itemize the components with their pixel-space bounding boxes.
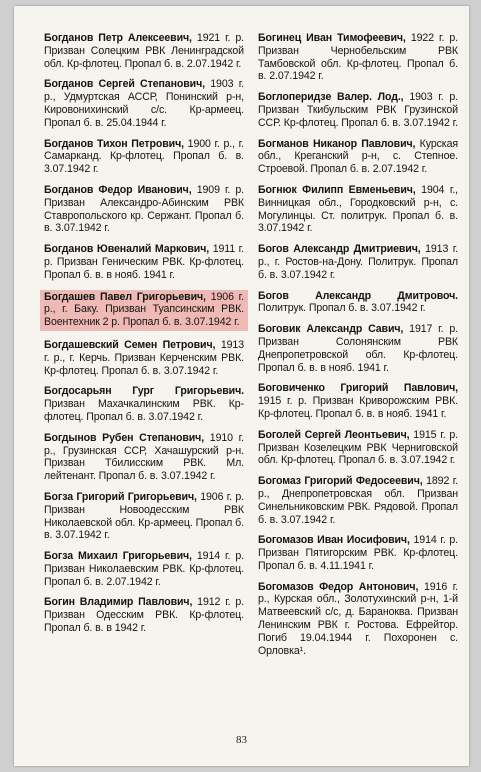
entry-name: Богза Михаил Григорьевич, [44, 550, 192, 563]
entry-bogomazov-ivan [258, 534, 458, 572]
entry-text: 1911 г. р. Призван Геническим РВК. Кр-флотец. Пропал б. в. в нояб. 1941 г. [44, 243, 244, 281]
entry-text: 1913 г. р., г. Ростов-на-Дону. Политрук. Пропал б. в. 3.07.1942 г. [258, 243, 459, 281]
entry-bogomaz-grigoriy [258, 475, 458, 526]
entry-bogloperidze-valer [258, 91, 458, 129]
entry-name: Богинец Иван Тимофеевич, [258, 32, 406, 44]
entry-name: Боглоперидзе Валер. Лод., [258, 91, 404, 104]
entry-name: Богдосарьян Гург Григорьевич. [44, 385, 244, 398]
entry-bogdanov-sergey [44, 78, 244, 129]
entry-name: Богов Александр Дмитриевич, [258, 243, 421, 256]
entry-bogza-grigoriy [44, 491, 244, 542]
entry-bogomazov-fedor [258, 581, 458, 658]
left-column [44, 32, 244, 643]
entry-bogdanov-petr [44, 32, 244, 70]
entry-name: Боговиченко Григорий Павлович, [258, 382, 458, 395]
entry-text: 1906 г. р., г. Баку. Призван Туапсинским РВК. Воентехник 2 р. Пропал б. в. 3.07.1942 г. [44, 290, 244, 329]
entry-bogin-vladimir [44, 596, 244, 634]
entry-bogdosaryan-gurg [44, 385, 244, 423]
entry-bogmanov-nikanor [258, 138, 458, 176]
entry-bogdanov-tikhon [44, 138, 244, 176]
entry-name: Богин Владимир Павлович, [44, 596, 193, 609]
entry-text: 1914 г. р. Призван Пятигорским РВК. Кр-флотец. Пропал б. в. 4.11.1941 г. [258, 534, 458, 572]
entry-name: Боголей Сергей Леонтьевич, [258, 428, 410, 441]
entry-text: Курская обл., Креганский р-н, с. Степное. Строевой. Пропал б. в. 2.07.1942 г. [258, 137, 459, 176]
entry-text: 1917 г. р. Призван Солонянским РВК Днепропетровской обл. Кр-флотец. Пропал б. в. в нояб. 1941 г. [258, 323, 458, 374]
entry-bogov-aleksandr-1 [258, 243, 458, 281]
entry-bogovik-aleksandr [258, 323, 458, 374]
entry-name: Богдынов Рубен Степанович, [44, 431, 205, 444]
entry-text: 1910 г. р., Грузинская ССР, Хачашурский р-н. Призван Тбилисским РВК. Мл. лейтенант. Пропал б. в. 3.07.1942 г. [44, 431, 244, 483]
entry-name: Богдашевский Семен Петрович, [44, 338, 216, 351]
entry-name: Боговик Александр Савич, [258, 323, 404, 336]
entry-text: 1912 г. р. Призван Одесским РВК. Кр-флотец. Пропал б. в. в 1942 г. [44, 596, 244, 635]
entry-text: Политрук. Пропал б. в. 3.07.1942 г. [258, 302, 426, 315]
entry-name: Богданов Петр Алексеевич, [44, 32, 192, 44]
entry-name: Богомазов Иван Иосифович, [258, 534, 410, 547]
entry-name: Богов Александр Дмитровоч. [258, 289, 458, 302]
entry-text: 1904 г., Винницкая обл., Городковский р-н, с. Могулинцы. Ст. политрук. Пропал б. в. 3.07.1942 г. [258, 183, 459, 235]
entry-name: Богомаз Григорий Федосеевич, [258, 475, 423, 488]
entry-text: 1900 г. р., г. Самарканд. Кр-флотец. Пропал б. в. 3.07.1942 г. [44, 137, 244, 176]
entry-name: Богомазов Федор Антонович, [258, 580, 419, 593]
entry-bogdashev-pavel-highlighted [40, 290, 248, 331]
page-number: 83 [236, 734, 247, 746]
right-column [258, 32, 458, 665]
entry-text: 1903 г. р. Призван Ткибульским РВК Грузинской ССР. Кр-флотец. Пропал б. в. 3.07.1942 г. [258, 91, 458, 129]
entry-name: Богданов Ювеналий Маркович, [44, 243, 210, 256]
book-page [14, 6, 469, 766]
entry-text: Призван Махачкалинским РВК. Кр-флотец. Пропал б. в. 3.07.1942 г. [44, 398, 244, 423]
entry-bogov-aleksandr-2 [258, 290, 458, 316]
entry-text: 1903 г. р., Удмуртская АССР, Понинский р-н, Кировонихинский с/с. Кр-армеец. Пропал б. в. 25.04.1944 г. [44, 78, 245, 129]
entry-name: Богдашев Павел Григорьевич, [44, 290, 206, 303]
entry-text: 1922 г. р. Призван Чернобельским РВК Тамбовской обл. Кр-флотец. Пропал б. в. 2.07.1942 г. [258, 32, 459, 83]
entry-text: 1916 г. р., Курская обл., Золотухинский р-н, 1-й Матвеевский с/с, д. Бараноква. Призван Ленинским РВК г. Ростова. Ефрейтор. Погиб 19.04.1944 г. Похоронен с. Орловка¹. [258, 580, 459, 657]
entry-bogdanov-fedor [44, 184, 244, 235]
entry-text: 1909 г. р. Призван Александро-Абинским РВК Ставропольского кр. Сержант. Пропал б. в. 3.07.1942 г. [44, 183, 245, 235]
entry-name: Богманов Никанор Павлович, [258, 137, 416, 150]
entry-text: 1913 г. р., г. Керчь. Призван Керченским РВК. Кр-флотец. Пропал б. в. 3.07.1942 г. [44, 338, 245, 377]
entry-name: Богза Григорий Григорьевич, [44, 490, 197, 503]
entry-text: 1915 г. р. Призван Криворожским РВК. Кр-флотец. Пропал б. в. в нояб. 1941 г. [258, 395, 458, 420]
entry-text: 1914 г. р. Призван Николаевским РВК. Кр-флотец. Пропал б. в. 2.07.1942 г. [44, 550, 244, 588]
entry-bogdynov-ruben [44, 432, 244, 483]
entry-bogovichenko-grigoriy [258, 382, 458, 420]
entry-bogza-mikhail [44, 550, 244, 588]
entry-name: Богнюк Филипп Евменьевич, [258, 183, 416, 196]
entry-text: 1906 г. р. Призван Новоодесским РВК Николаевской обл. Кр-армеец. Пропал б. в. 3.07.1942 г. [44, 490, 244, 542]
entry-boginets-ivan [258, 32, 458, 83]
entry-text: 1921 г. р. Призван Солецким РВК Ленинградской обл. Кр-флотец. Пропал б. в. 2.07.1942 г. [44, 32, 245, 70]
entry-name: Богданов Тихон Петрович, [44, 137, 184, 150]
entry-name: Богданов Сергей Степанович, [44, 78, 205, 91]
entry-bognyuk-filipp [258, 184, 458, 235]
entry-text: 1915 г. р. Призван Козелецким РВК Черниговской обл. Кр-флотец. Пропал б. в. 3.07.1942 г. [258, 428, 458, 467]
entry-bogdashevskiy-semen [44, 339, 244, 377]
entry-name: Богданов Федор Иванович, [44, 183, 192, 196]
entry-bogoley-sergey [258, 429, 458, 467]
entry-text: 1892 г. р., Днепропетровская обл. Призван Синельниковским РВК. Рядовой. Пропал б. в. 3.07.1942 г. [258, 475, 459, 526]
entry-bogdanov-yuvenaliy [44, 243, 244, 281]
